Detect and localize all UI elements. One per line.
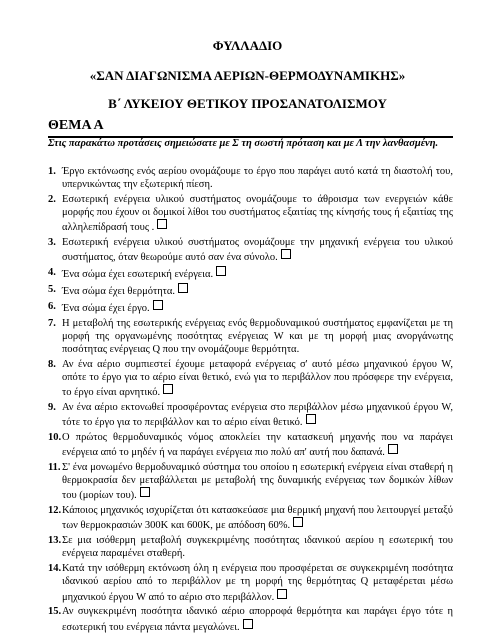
list-item bbox=[48, 165, 453, 191]
answer-checkbox[interactable] bbox=[277, 589, 287, 599]
answer-checkbox[interactable] bbox=[243, 619, 253, 629]
section-heading: ΘΕΜΑ Α bbox=[48, 117, 453, 138]
list-item bbox=[48, 534, 453, 560]
item-number: 14. bbox=[48, 563, 62, 575]
item-text: Κατά την ισόθερμη εκτόνωση όλη η ενέργεια που προσφέρεται σε συγκεκριμένη ποσότητα ιδανικού αερίου από το περιβάλλον με τη μορφή της θερμότητας Q μεταφέρεται μέσω μηχανικού έργου W από το αέριο στο περιβάλλον. bbox=[62, 563, 453, 603]
answer-checkbox[interactable] bbox=[153, 300, 163, 310]
item-number: 12. bbox=[48, 505, 62, 517]
item-text: Ένα σώμα έχει θερμότητα. bbox=[62, 286, 176, 297]
item-number: 4. bbox=[48, 267, 56, 279]
item-text: Έργο εκτόνωσης ενός αερίου ονομάζουμε το έργο που παράγει αυτό κατά τη διαστολή του, υπερνικώντας την εξωτερική πίεση. bbox=[62, 166, 453, 191]
answer-checkbox[interactable] bbox=[293, 517, 303, 527]
list-item bbox=[48, 236, 453, 264]
item-text: Εσωτερική ενέργεια υλικού συστήματος ονομάζουμε το άθροισμα των ενεργειών κάθε μορφής που έχουν οι δομικοί λίθοι του συστήματος εξαιτίας της κίνησής τους ή εξαιτίας της αλληλεπίδρασή τους . bbox=[62, 194, 453, 234]
answer-checkbox[interactable] bbox=[281, 249, 291, 259]
answer-checkbox[interactable] bbox=[216, 266, 226, 276]
document-class-line: Β΄ ΛΥΚΕΙΟΥ ΘΕΤΙΚΟΥ ΠΡΟΣΑΝΑΤΟΛΙΣΜΟΥ bbox=[108, 96, 387, 111]
list-item bbox=[48, 193, 453, 235]
statement-list bbox=[48, 165, 453, 635]
item-text: Σ' ένα μονωμένο θερμοδυναμικό σύστημα του οποίου η εσωτερική ενέργεια είναι σταθερή η θερμοκρασία δεν μεταβάλλεται με μεταβολή της δυναμικής ενέργειας των δομικών λίθων του (μορίων του). bbox=[62, 462, 453, 502]
item-text: Αν συγκεκριμένη ποσότητα ιδανικό αέριο απορροφά θερμότητα και παράγει έργο τότε η εσωτερική του ενέργεια πάντα μεγαλώνει. bbox=[62, 606, 453, 633]
item-text: Αν ένα αέριο εκτονωθεί προσφέροντας ενέργεια στο περιβάλλον μέσω μηχανικού έργου W, τότε το έργο για το περιβάλλον και το αέριο είναι θετικό. bbox=[62, 402, 453, 429]
answer-checkbox[interactable] bbox=[157, 219, 167, 229]
item-text: Η μεταβολή της εσωτερικής ενέργειας ενός θερμοδυναμικού συστήματος εμφανίζεται με τη μορφή της οργανωμένης ποσότητας ενέργειας W και με τη μορφή μιας ανοργάνωτης ποσότητας ενέργειας Q που την ονομάζουμε θερμότητα. bbox=[62, 317, 453, 355]
item-number: 1. bbox=[48, 166, 56, 177]
list-item bbox=[48, 562, 453, 604]
item-number: 11. bbox=[48, 462, 61, 473]
item-number: 2. bbox=[48, 194, 56, 205]
list-item bbox=[48, 283, 453, 298]
item-number: 3. bbox=[48, 237, 56, 249]
list-item bbox=[48, 358, 453, 400]
item-text: Ένα σώμα έχει έργο. bbox=[62, 302, 150, 314]
answer-checkbox[interactable] bbox=[306, 414, 316, 424]
list-item bbox=[48, 300, 453, 315]
item-text: Ένα σώμα έχει εσωτερική ενέργεια. bbox=[62, 269, 214, 281]
item-text: Σε μια ισόθερμη μεταβολή συγκεκριμένης ποσότητας ιδανικού αερίου η εσωτερική του ενέργεια παραμένει σταθερή. bbox=[62, 535, 453, 560]
item-number: 8. bbox=[48, 358, 56, 370]
answer-checkbox[interactable] bbox=[140, 487, 150, 497]
item-text: Εσωτερική ενέργεια υλικού συστήματος ονομάζουμε την μηχανική ενέργεια του υλικού συστήματος, όταν θεωρούμε αυτό σαν ένα σύνολο. bbox=[62, 237, 453, 264]
list-item bbox=[48, 317, 453, 357]
list-item bbox=[48, 401, 453, 429]
item-number: 5. bbox=[48, 284, 56, 295]
list-item bbox=[48, 431, 453, 459]
item-number: 9. bbox=[48, 402, 56, 413]
list-item bbox=[48, 266, 453, 281]
answer-checkbox[interactable] bbox=[178, 283, 188, 293]
item-text: Ο πρώτος θερμοδυναμικός νόμος αποκλείει την κατασκευή μηχανής που να παράγει ενέργεια από το μηδέν ή να παράγει ενέργεια πιο πολύ απ' αυτή που δαπανά. bbox=[62, 432, 453, 459]
answer-checkbox[interactable] bbox=[163, 384, 173, 394]
item-number: 6. bbox=[48, 300, 56, 312]
section-instructions: Στις παρακάτω προτάσεις σημειώσατε με Σ τη σωστή πρόταση και με Λ την λανθασμένη. bbox=[48, 138, 439, 149]
list-item bbox=[48, 605, 453, 633]
item-number: 10. bbox=[48, 432, 62, 443]
item-number: 13. bbox=[48, 535, 62, 547]
document-subtitle: «ΣΑΝ ΔΙΑΓΩΝΙΣΜΑ ΑΕΡΙΩΝ-ΘΕΡΜΟΔΥΝΑΜΙΚΗΣ» bbox=[89, 68, 406, 83]
item-number: 7. bbox=[48, 317, 56, 329]
answer-checkbox[interactable] bbox=[388, 444, 398, 454]
item-number: 15. bbox=[48, 606, 62, 618]
document-title: ΦΥΛΛΑΔΙΟ bbox=[212, 38, 283, 53]
item-text: Αν ένα αέριο συμπιεστεί έχουμε μεταφορά ενέργειας σ' αυτό μέσω μηχανικού έργου W, οπότε το έργο για το αέριο είναι θετικό, ενώ για το περιβάλλον που πρόσφερε την ενέργεια, το έργο είναι αρνητικό. bbox=[62, 358, 453, 399]
item-text: Κάποιος μηχανικός ισχυρίζεται ότι κατασκεύασε μια θερμική μηχανή που λειτουργεί μεταξύ των θερμοκρασιών 300K και 600K, με απόδοση 60%. bbox=[62, 505, 453, 532]
list-item bbox=[48, 504, 453, 532]
list-item bbox=[48, 461, 453, 503]
